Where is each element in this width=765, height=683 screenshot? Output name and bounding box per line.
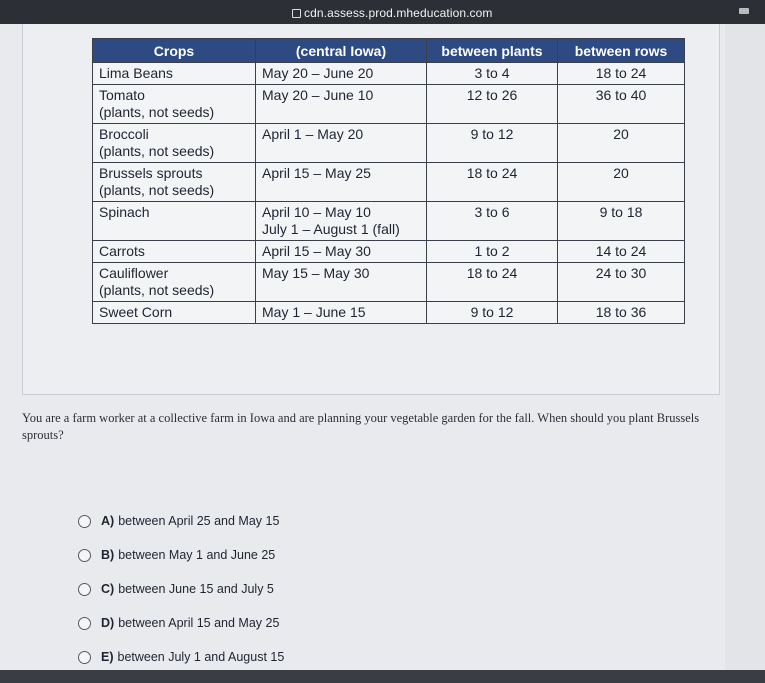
option-letter: C): [101, 582, 115, 596]
header-between-rows: between rows: [558, 39, 685, 63]
option-text: between June 15 and July 5: [118, 582, 274, 596]
rows-spacing-cell: 18 to 24: [558, 63, 685, 85]
dates-cell: April 15 – May 30: [256, 241, 427, 263]
table-body: [93, 63, 685, 324]
option-b[interactable]: [78, 538, 284, 572]
option-letter: A): [101, 514, 115, 528]
crop-cell: Cauliflower (plants, not seeds): [93, 263, 256, 302]
dates-cell: May 15 – May 30: [256, 263, 427, 302]
option-letter: B): [101, 548, 115, 562]
dates-cell: April 10 – May 10 July 1 – August 1 (fall): [256, 202, 427, 241]
plants-spacing-cell: 18 to 24: [427, 163, 558, 202]
dates-cell: April 1 – May 20: [256, 124, 427, 163]
crop-cell: Broccoli (plants, not seeds): [93, 124, 256, 163]
answer-options: [78, 504, 284, 674]
dates-cell: May 20 – June 10: [256, 85, 427, 124]
browser-top-bar: [0, 0, 765, 24]
crop-cell: Lima Beans: [93, 63, 256, 85]
plants-spacing-cell: 1 to 2: [427, 241, 558, 263]
status-icon: [739, 8, 749, 14]
option-a[interactable]: [78, 504, 284, 538]
page-margin: [725, 24, 765, 670]
url-bar[interactable]: [292, 6, 493, 20]
rows-spacing-cell: 18 to 36: [558, 302, 685, 324]
option-letter: E): [101, 650, 114, 664]
table-row: [93, 202, 685, 241]
rows-spacing-cell: 20: [558, 163, 685, 202]
rows-spacing-cell: 14 to 24: [558, 241, 685, 263]
bottom-bar: [0, 670, 765, 683]
table-row: [93, 163, 685, 202]
dates-cell: May 20 – June 20: [256, 63, 427, 85]
header-between-plants: between plants: [427, 39, 558, 63]
option-text: between May 1 and June 25: [118, 548, 276, 562]
option-text: between July 1 and August 15: [117, 650, 285, 664]
question-text: You are a farm worker at a collective farm in Iowa and are planning your vegetable garden for the fall. When should you plant Brussels sprouts?: [22, 411, 700, 442]
lock-icon: [292, 9, 301, 18]
option-c[interactable]: [78, 572, 284, 606]
crop-cell: Tomato (plants, not seeds): [93, 85, 256, 124]
plants-spacing-cell: 12 to 26: [427, 85, 558, 124]
crop-cell: Carrots: [93, 241, 256, 263]
radio-button[interactable]: [78, 515, 91, 528]
url-text: cdn.assess.prod.mheducation.com: [304, 6, 493, 20]
table-row: [93, 302, 685, 324]
option-e[interactable]: [78, 640, 284, 674]
option-text: between April 15 and May 25: [118, 616, 280, 630]
plants-spacing-cell: 3 to 6: [427, 202, 558, 241]
option-text: between April 25 and May 15: [118, 514, 280, 528]
rows-spacing-cell: 36 to 40: [558, 85, 685, 124]
header-dates: (central Iowa): [256, 39, 427, 63]
rows-spacing-cell: 24 to 30: [558, 263, 685, 302]
radio-button[interactable]: [78, 549, 91, 562]
option-letter: D): [101, 616, 115, 630]
plants-spacing-cell: 18 to 24: [427, 263, 558, 302]
table-row: [93, 63, 685, 85]
table-header-row: [93, 39, 685, 63]
table-row: [93, 241, 685, 263]
option-d[interactable]: [78, 606, 284, 640]
radio-button[interactable]: [78, 651, 91, 664]
planting-table: [92, 38, 685, 324]
plants-spacing-cell: 3 to 4: [427, 63, 558, 85]
radio-button[interactable]: [78, 617, 91, 630]
table-row: [93, 85, 685, 124]
rows-spacing-cell: 20: [558, 124, 685, 163]
plants-spacing-cell: 9 to 12: [427, 302, 558, 324]
crop-cell: Brussels sprouts (plants, not seeds): [93, 163, 256, 202]
header-crops: Crops: [93, 39, 256, 63]
question-panel: [22, 24, 720, 395]
dates-cell: May 1 – June 15: [256, 302, 427, 324]
table-row: [93, 124, 685, 163]
plants-spacing-cell: 9 to 12: [427, 124, 558, 163]
crop-cell: Sweet Corn: [93, 302, 256, 324]
rows-spacing-cell: 9 to 18: [558, 202, 685, 241]
table-row: [93, 263, 685, 302]
dates-cell: April 15 – May 25: [256, 163, 427, 202]
crop-cell: Spinach: [93, 202, 256, 241]
radio-button[interactable]: [78, 583, 91, 596]
